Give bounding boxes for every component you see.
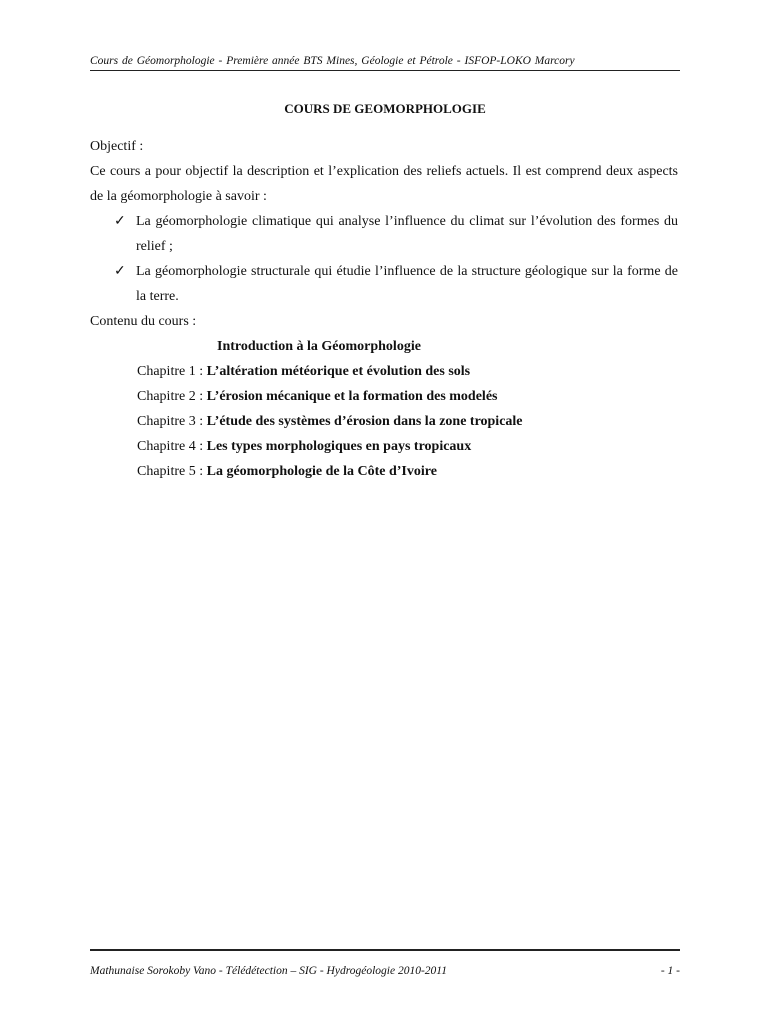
chapter-title: L’altération météorique et évolution des sols [206, 364, 471, 379]
bullet-text: La géomorphologie climatique qui analyse l’influence du climat sur l’évolution des formes du relief ; [136, 214, 678, 254]
footer-divider [90, 949, 680, 951]
chapter-item [90, 459, 678, 484]
page-number: - 1 - [660, 965, 680, 977]
chapter-prefix: Chapitre 1 : [137, 364, 207, 379]
chapter-prefix: Chapitre 4 : [137, 439, 207, 454]
checkmark-icon: ✓ [114, 264, 126, 279]
objective-paragraph: Ce cours a pour objectif la description et l’explication des reliefs actuels. Il est comprend deux aspects de la géomorphologie à savoir : [90, 164, 678, 204]
chapter-title: L’étude des systèmes d’érosion dans la zone tropicale [206, 414, 523, 429]
intro-heading: Introduction à la Géomorphologie [217, 339, 421, 354]
chapter-item [90, 359, 678, 384]
objective-label: Objectif : [90, 139, 144, 154]
chapter-prefix: Chapitre 2 : [137, 389, 207, 404]
document-title: COURS DE GEOMORPHOLOGIE [284, 101, 486, 116]
chapter-item [90, 434, 678, 459]
bullet-item [90, 209, 678, 259]
chapter-prefix: Chapitre 3 : [137, 414, 207, 429]
chapter-title: Les types morphologiques en pays tropicaux [206, 439, 472, 454]
document-body [90, 134, 678, 484]
page-header: Cours de Géomorphologie - Première année BTS Mines, Géologie et Pétrole - ISFOP-LOKO Marcory [90, 55, 680, 71]
chapter-prefix: Chapitre 5 : [137, 464, 207, 479]
footer-text: Mathunaise Sorokoby Vano - Télédétection – SIG - Hydrogéologie 2010-2011 [90, 965, 447, 977]
chapter-title: La géomorphologie de la Côte d’Ivoire [206, 464, 437, 479]
contents-label: Contenu du cours : [90, 314, 197, 329]
page-footer [90, 965, 680, 977]
chapter-item [90, 409, 678, 434]
chapter-item [90, 384, 678, 409]
bullet-text: La géomorphologie structurale qui étudie l’influence de la structure géologique sur la forme de la terre. [136, 264, 678, 304]
checkmark-icon: ✓ [114, 214, 126, 229]
bullet-item [90, 259, 678, 309]
chapter-title: L’érosion mécanique et la formation des modelés [206, 389, 498, 404]
